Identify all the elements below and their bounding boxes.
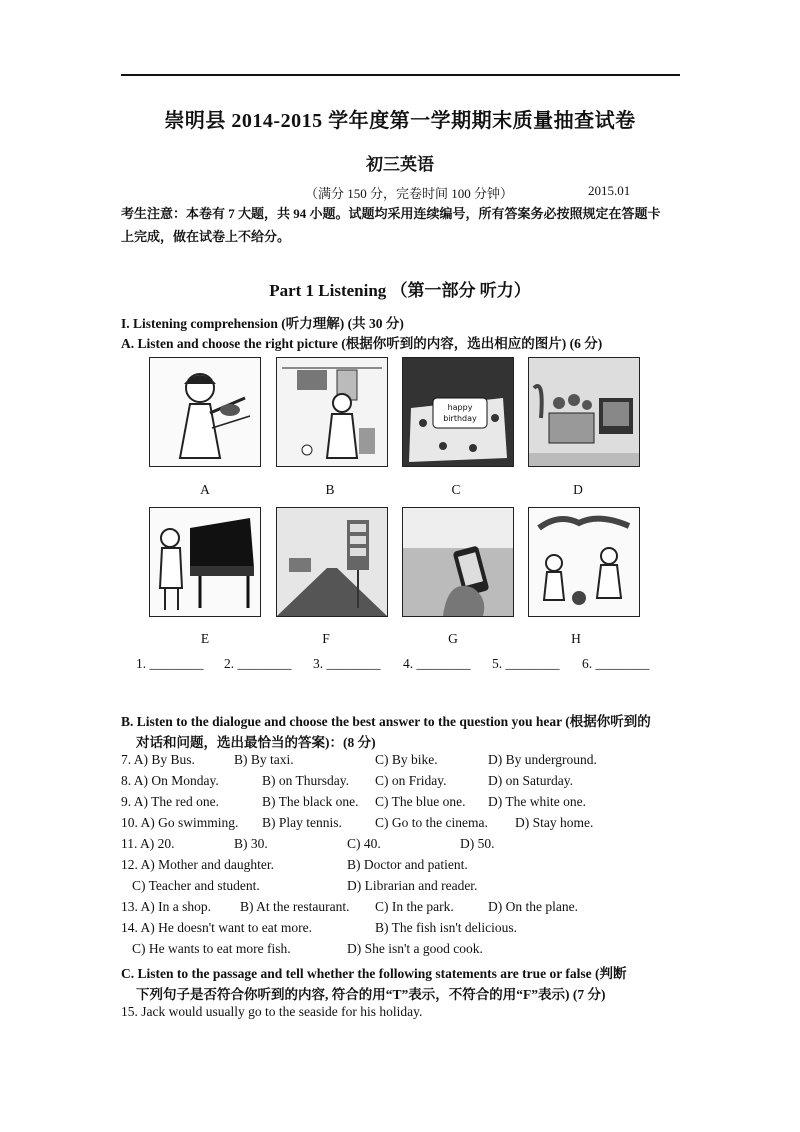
picture-f xyxy=(276,507,388,617)
q9-option-c: C) The blue one. xyxy=(375,794,466,809)
q7-option-c: C) By bike. xyxy=(375,752,438,767)
q13-option-d: D) On the plane. xyxy=(488,899,578,914)
q10-option-c: C) Go to the cinema. xyxy=(375,815,488,830)
q15-statement: 15. Jack would usually go to the seaside for his holiday. xyxy=(121,1004,423,1019)
q12-option-b: B) Doctor and patient. xyxy=(347,857,468,872)
svg-text:birthday: birthday xyxy=(443,414,477,423)
section-a-heading: A. Listen and choose the right picture (根据你听到的内容，选出相应的图片) (6 分) xyxy=(121,336,603,351)
birthday-cake-icon xyxy=(403,358,513,466)
q11-option-b: B) 30. xyxy=(234,836,268,851)
svg-text:happy: happy xyxy=(447,403,473,412)
q7-option-b: B) By taxi. xyxy=(234,752,294,767)
q8-option-d: D) on Saturday. xyxy=(488,773,573,788)
boys-basketball-icon xyxy=(529,508,639,616)
q9-option-b: B) The black one. xyxy=(262,794,359,809)
q8-option-c: C) on Friday. xyxy=(375,773,447,788)
q14-option-b: B) The fish isn't delicious. xyxy=(375,920,518,935)
q7-option-d: D) By underground. xyxy=(488,752,597,767)
q12-option-a: 12. A) Mother and daughter. xyxy=(121,857,274,872)
section-b-heading-cont: 对话和问题，选出最恰当的答案)：(8 分) xyxy=(136,735,376,750)
exam-notice: 考生注意：本卷有 7 大题，共 94 小题。试题均采用连续编号，所有答案务必按照规定在答题卡上完成，做在试卷上不给分。 xyxy=(121,206,661,244)
answer-blank-2[interactable]: 2. ________ xyxy=(224,656,292,671)
girl-piano-icon xyxy=(150,508,260,616)
q13-option-c: C) In the park. xyxy=(375,899,454,914)
q7-option-a: 7. A) By Bus. xyxy=(121,752,195,767)
picture-c xyxy=(402,357,514,467)
q12-option-c: C) Teacher and student. xyxy=(132,878,260,893)
family-watching-tv-icon xyxy=(529,358,639,466)
picture-label: A xyxy=(200,482,210,497)
road-signs-icon xyxy=(277,508,387,616)
exam-date: 2015.01 xyxy=(588,183,631,198)
picture-label: C xyxy=(451,482,461,497)
section-c-heading: C. Listen to the passage and tell whether the following statements are true or false (判断 xyxy=(121,966,627,981)
q14-option-c: C) He wants to eat more fish. xyxy=(132,941,291,956)
answer-blank-5[interactable]: 5. ________ xyxy=(492,656,560,671)
q13-option-b: B) At the restaurant. xyxy=(240,899,350,914)
q11-option-a: 11. A) 20. xyxy=(121,836,175,851)
hand-phone-icon xyxy=(403,508,513,616)
q8-option-a: 8. A) On Monday. xyxy=(121,773,219,788)
picture-a xyxy=(149,357,261,467)
q8-option-b: B) on Thursday. xyxy=(262,773,349,788)
picture-b xyxy=(276,357,388,467)
part-title: Part 1 Listening （第一部分 听力） xyxy=(269,281,531,300)
q10-option-d: D) Stay home. xyxy=(515,815,594,830)
q12-option-d: D) Librarian and reader. xyxy=(347,878,478,893)
girl-violin-icon xyxy=(150,358,260,466)
answer-blank-6[interactable]: 6. ________ xyxy=(582,656,650,671)
q14-option-d: D) She isn't a good cook. xyxy=(347,941,483,956)
picture-g xyxy=(402,507,514,617)
q9-option-d: D) The white one. xyxy=(488,794,586,809)
picture-label: B xyxy=(325,482,335,497)
q11-option-c: C) 40. xyxy=(347,836,381,851)
q10-option-b: B) Play tennis. xyxy=(262,815,342,830)
score-time: （满分 150 分，完卷时间 100 分钟） xyxy=(305,186,514,201)
picture-e xyxy=(149,507,261,617)
q11-option-d: D) 50. xyxy=(460,836,495,851)
woman-laundry-icon xyxy=(277,358,387,466)
section-b-heading: B. Listen to the dialogue and choose the best answer to the question you hear (根据你听到的 xyxy=(121,714,651,729)
top-rule xyxy=(121,74,680,76)
answer-blank-3[interactable]: 3. ________ xyxy=(313,656,381,671)
picture-label: E xyxy=(200,631,210,646)
picture-label: G xyxy=(448,631,458,646)
page-title: 崇明县 2014-2015 学年度第一学期期末质量抽查试卷 xyxy=(164,110,636,132)
answer-blank-4[interactable]: 4. ________ xyxy=(403,656,471,671)
picture-label: D xyxy=(573,482,583,497)
section-c-heading-cont: 下列句子是否符合你听到的内容, 符合的用“T”表示，不符合的用“F”表示) (7 分) xyxy=(136,987,606,1002)
q14-option-a: 14. A) He doesn't want to eat more. xyxy=(121,920,313,935)
answer-blank-1[interactable]: 1. ________ xyxy=(136,656,204,671)
picture-label: F xyxy=(322,631,330,646)
picture-h xyxy=(528,507,640,617)
picture-label: H xyxy=(571,631,581,646)
picture-d xyxy=(528,357,640,467)
q10-option-a: 10. A) Go swimming. xyxy=(121,815,239,830)
page-subtitle: 初三英语 xyxy=(366,155,434,174)
q9-option-a: 9. A) The red one. xyxy=(121,794,219,809)
section-heading: I. Listening comprehension (听力理解) (共 30 分) xyxy=(121,316,404,331)
q13-option-a: 13. A) In a shop. xyxy=(121,899,211,914)
